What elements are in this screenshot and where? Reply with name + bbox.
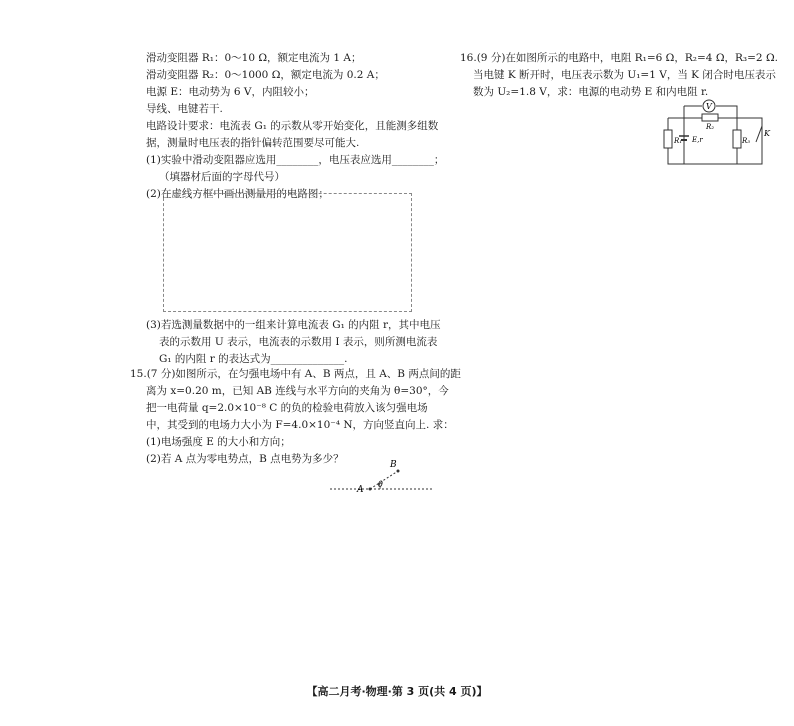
question-16-heading: 16.(9 分)在如图所示的电路中，电阻 R₁=6 Ω，R₂=4 Ω，R₃=2 Ω. xyxy=(460,52,778,64)
voltmeter-label: V xyxy=(706,102,712,111)
text-line: 离为 x=0.20 m，已知 AB 连线与水平方向的夹角为 θ=30°，今 xyxy=(146,385,449,397)
point-b xyxy=(397,470,400,473)
text-line: G₁ 的内阻 r 的表达式为______________. xyxy=(159,353,348,365)
text-line: (2)若 A 点为零电势点，B 点电势为多少？ xyxy=(146,453,344,465)
question-part-3 xyxy=(146,317,446,368)
theta-label: θ xyxy=(378,480,383,489)
circuit-drawing-box xyxy=(163,193,412,312)
point-a-label: A xyxy=(357,485,364,495)
page-footer: 【高二月考·物理·第 3 页(共 4 页)】 xyxy=(306,685,488,698)
r3-resistor xyxy=(733,130,741,148)
text-line: 据，测量时电压表的指针偏转范围要尽可能大. xyxy=(146,137,360,149)
text-line: 中，其受到的电场力大小为 F=4.0×10⁻⁴ N，方向竖直向上. 求： xyxy=(146,419,454,431)
left-column xyxy=(146,50,446,203)
text-line: 导线、电键若干. xyxy=(146,103,223,115)
text-line: (3)若选测量数据中的一组来计算电流表 G₁ 的内阻 r，其中电压 xyxy=(146,319,441,331)
switch-label: K xyxy=(764,129,770,138)
text-line: 滑动变阻器 R₁：0～10 Ω，额定电流为 1 A； xyxy=(146,52,362,64)
text-line: 电路设计要求：电流表 G₁ 的示数从零开始变化，且能测多组数 xyxy=(146,120,439,132)
text-line: 数为 U₂=1.8 V，求：电源的电动势 E 和内电阻 r. xyxy=(473,86,709,98)
text-line: （填器材后面的字母代号） xyxy=(159,171,285,183)
question-part-2: (2)在虚线方框中画出测量用的电路图； xyxy=(146,188,329,200)
wire xyxy=(716,106,737,118)
text-line: 滑动变阻器 R₂：0～1000 Ω，额定电流为 0.2 A； xyxy=(146,69,385,81)
question-15-heading: 15.(7 分)如图所示，在匀强电场中有 A、B 两点，且 A、B 两点间的距 xyxy=(130,368,461,380)
ab-line xyxy=(370,471,398,489)
r1-resistor xyxy=(664,130,672,148)
text-line: 表的示数用 U 表示，电流表的示数用 I 表示，则所测电流表 xyxy=(159,336,438,348)
circuit-diagram xyxy=(662,96,772,171)
point-a xyxy=(369,488,372,491)
field-diagram xyxy=(328,456,438,496)
question-part-1: (1)实验中滑动变阻器应选用________，电压表应选用________； xyxy=(146,154,445,166)
text-line: 把一电荷量 q=2.0×10⁻⁸ C 的负的检验电荷放入该匀强电场 xyxy=(146,402,428,414)
question-16 xyxy=(460,50,780,101)
switch-k xyxy=(756,126,762,142)
source-label: E,r xyxy=(692,136,703,144)
r3-label: R₃ xyxy=(742,137,751,145)
text-line: (1)电场强度 E 的大小和方向； xyxy=(146,436,291,448)
text-line: 当电键 K 断开时，电压表示数为 U₁=1 V，当 K 闭合时电压表示 xyxy=(473,69,776,81)
r1-label: R₁ xyxy=(674,137,683,145)
point-b-label: B xyxy=(390,460,397,470)
r2-resistor xyxy=(702,114,718,121)
text-line: 电源 E：电动势为 6 V，内阻较小； xyxy=(146,86,315,98)
question-15 xyxy=(130,366,461,468)
r2-label: R₂ xyxy=(706,123,715,131)
